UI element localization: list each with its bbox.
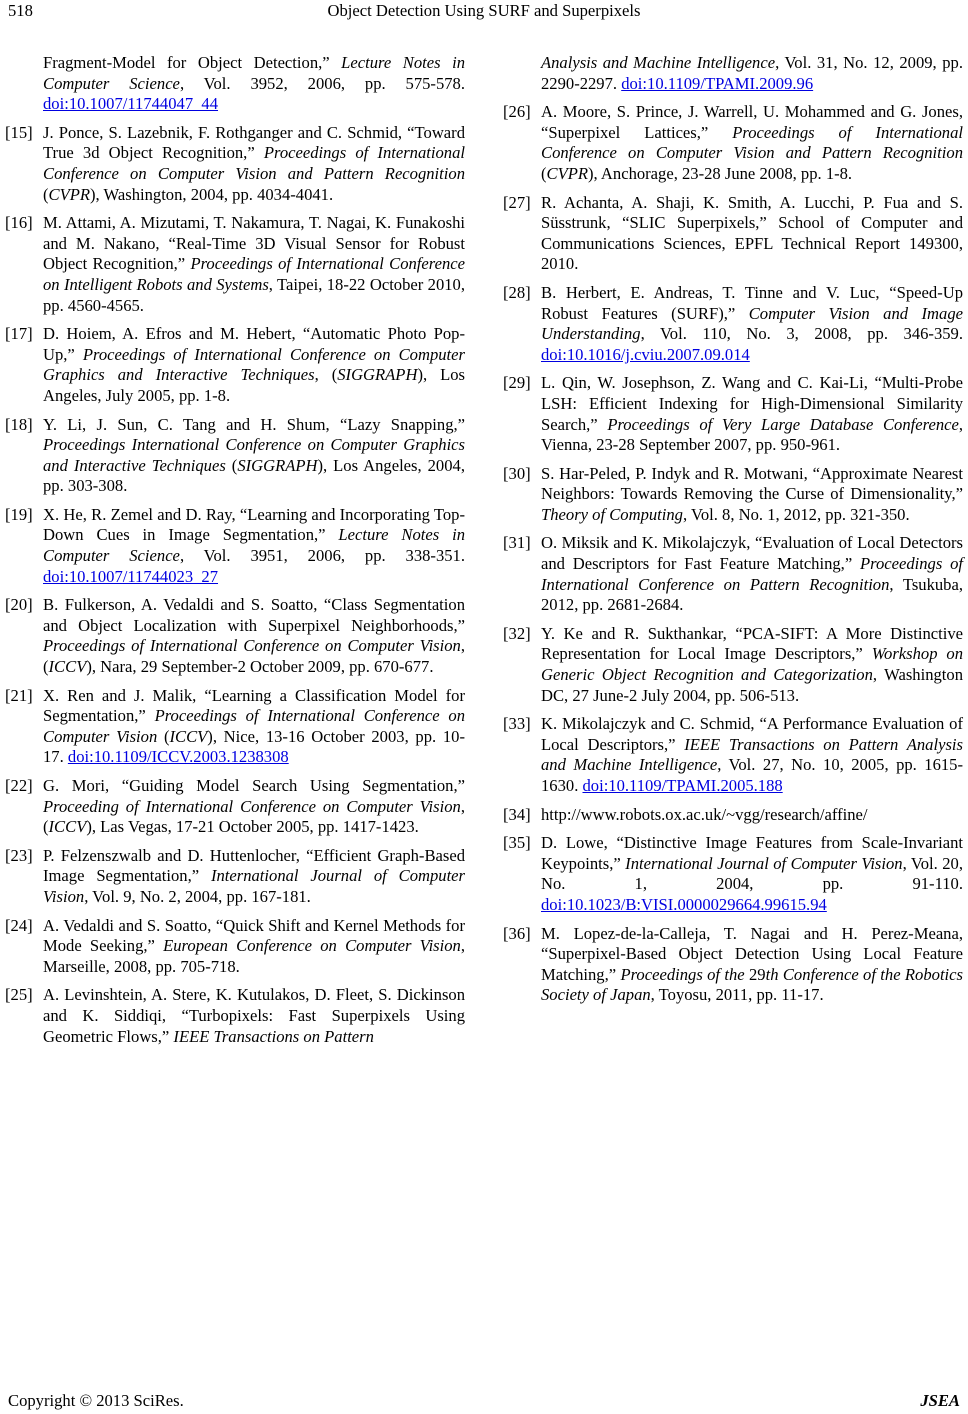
italic-text: Proceedings of International Conference on Pattern Recognition	[541, 554, 963, 594]
reference-text	[541, 53, 963, 94]
doi-link[interactable]: doi:10.1109/TPAMI.2005.188	[582, 776, 783, 795]
doi-link[interactable]: doi:10.1109/ICCV.2003.1238308	[67, 747, 289, 767]
reference-text	[541, 193, 963, 275]
doi-link[interactable]: doi:10.1023/B:VISI.0000029664.99615.94	[541, 894, 827, 914]
journal-abbrev: JSEA	[920, 1391, 960, 1410]
plain-text: , Vol. 3952, 2006, pp. 575-578.	[179, 73, 465, 93]
plain-text: , Toyosu, 2011, pp. 11-17.	[650, 985, 824, 1005]
plain-text: K. Mikolajczyk and C. Schmid, “A Performance Evaluation of Local Descriptors,”	[541, 714, 963, 754]
plain-text: , Vienna, 23-28 September 2007, pp. 950-961.	[541, 414, 964, 455]
reference-entry	[5, 686, 465, 768]
reference-entry	[503, 53, 963, 94]
reference-text	[43, 53, 465, 115]
plain-text: X. Ren and J. Malik, “Learning a Classification Model for Segmentation,”	[43, 685, 465, 726]
reference-label: [19]	[5, 504, 33, 524]
plain-text: (	[43, 184, 49, 204]
italic-text: International Journal of Computer Vision	[43, 866, 466, 906]
italic-text: IEEE Transactions on Pattern Analysis and Machine Intelligence	[541, 734, 963, 775]
reference-text	[43, 324, 465, 406]
plain-text: A. Moore, S. Prince, J. Warrell, U. Mohammed and G. Jones, “Superpixel Lattices,”	[541, 102, 963, 142]
italic-text: Proceedings of International Conference on Computer Vision	[43, 706, 465, 746]
plain-text: ), Nice, 13-16 October 2003, pp. 10-17.	[43, 726, 465, 767]
reference-entry	[5, 505, 465, 587]
plain-text: Fragment-Model for Object Detection,”	[43, 53, 342, 72]
plain-text: , Washington DC, 27 June-2 July 2004, pp. 506-513.	[541, 665, 963, 705]
plain-text: X. He, R. Zemel and D. Ray, “Learning and Incorporating Top-Down Cues in Image Segmentation,”	[43, 504, 465, 545]
reference-text	[541, 924, 963, 1006]
plain-text: , (	[43, 796, 465, 837]
plain-text: Y. Li, J. Sun, C. Tang and H. Shum, “Lazy Snapping,”	[43, 414, 465, 434]
running-title: Object Detection Using SURF and Superpixels	[327, 1, 641, 20]
reference-entry	[503, 624, 963, 706]
reference-label: [32]	[503, 623, 531, 643]
doi-link[interactable]: doi:10.1016/j.cviu.2007.09.014	[541, 344, 750, 364]
reference-entry	[503, 833, 963, 915]
copyright-text: Copyright © 2013 SciRes.	[8, 1391, 184, 1410]
reference-label: [23]	[5, 845, 33, 865]
plain-text: J. Ponce, S. Lazebnik, F. Rothganger and C. Schmid, “Toward True 3d Object Recognition,”	[43, 122, 465, 163]
reference-text	[43, 505, 465, 587]
reference-label: [27]	[503, 192, 531, 212]
italic-text: Proceedings of the	[620, 964, 749, 984]
reference-label: [30]	[503, 463, 531, 483]
plain-text: , Vol. 8, No. 1, 2012, pp. 321-350.	[682, 504, 910, 524]
reference-entry	[503, 283, 963, 365]
plain-text: A. Vedaldi and S. Soatto, “Quick Shift and Kernel Methods for Mode Seeking,”	[43, 915, 465, 956]
reference-text	[541, 714, 963, 796]
italic-text: SIGGRAPH	[237, 455, 318, 475]
plain-text: M. Attami, A. Mizutami, T. Nakamura, T. Nagai, K. Funakoshi and M. Nakano, “Real-Time 3D Visual Sensor for Robust Object Recognition,”	[43, 213, 465, 274]
page-number: 518	[8, 1, 33, 20]
reference-label: [15]	[5, 122, 33, 142]
reference-label: [29]	[503, 373, 531, 393]
reference-text	[541, 624, 963, 706]
plain-text: ), Nara, 29 September-2 October 2009, pp. 670-677.	[86, 657, 434, 677]
reference-text	[541, 102, 963, 184]
reference-label: [28]	[503, 282, 531, 302]
reference-label	[5, 53, 43, 115]
plain-text: D. Lowe, “Distinctive Image Features from Scale-Invariant Keypoints,”	[541, 833, 963, 873]
reference-entry	[503, 533, 963, 615]
plain-text: , Vol. 20, No. 1, 2004, pp. 91-110.	[541, 853, 963, 894]
reference-text	[43, 415, 465, 497]
italic-text: Lecture Notes in Computer Science	[43, 525, 465, 566]
reference-entry	[5, 213, 465, 316]
italic-text: Proceedings of International Conference on Computer Graphics and Interactive Techniques	[43, 344, 465, 385]
reference-text	[541, 464, 963, 526]
italic-text: IEEE Transactions on Pattern	[173, 1026, 374, 1046]
references-column-right	[503, 53, 963, 1055]
reference-label	[503, 53, 541, 94]
plain-text: 29	[749, 964, 766, 984]
references-section	[5, 53, 963, 1055]
references-column-left	[5, 53, 465, 1055]
italic-text: Analysis and Machine Intelligence	[541, 53, 776, 72]
plain-text: ), Los Angeles, 2004, pp. 303-308.	[43, 455, 465, 496]
plain-text: ), Washington, 2004, pp. 4034-4041.	[90, 184, 334, 204]
italic-text: Proceedings of International Conference on Intelligent Robots and Systems	[43, 254, 466, 294]
reference-label: [20]	[5, 595, 33, 615]
reference-label: [25]	[5, 985, 33, 1005]
reference-label: [18]	[5, 414, 33, 434]
plain-text: , Vol. 9, No. 2, 2004, pp. 167-181.	[84, 886, 311, 906]
plain-text: (	[157, 726, 170, 746]
italic-text: Proceedings of International Conference on Computer Vision	[43, 636, 461, 656]
reference-entry	[5, 846, 465, 908]
reference-text	[541, 373, 963, 455]
reference-entry	[5, 324, 465, 406]
plain-text: , Vol. 110, No. 3, 2008, pp. 346-359.	[640, 324, 963, 344]
plain-text: P. Felzenszwalb and D. Huttenlocher, “Efficient Graph-Based Image Segmentation,”	[43, 845, 465, 886]
reference-label: [17]	[5, 324, 33, 344]
plain-text: R. Achanta, A. Shaji, K. Smith, A. Lucchi, P. Fua and S. Süsstrunk, “SLIC Superpixels,” School of Computer and Communications Sciences, EPFL Technical Report 149300, 2010.	[541, 192, 963, 274]
plain-text: ), Los Angeles, July 2005, pp. 1-8.	[43, 365, 465, 405]
reference-label: [34]	[503, 804, 531, 824]
italic-text: Proceedings of International Conference on Computer Vision and Pattern Recognition	[541, 122, 964, 163]
reference-text	[541, 283, 963, 365]
plain-text: G. Mori, “Guiding Model Search Using Segmentation,”	[43, 776, 465, 795]
reference-text	[43, 846, 465, 908]
italic-text: Lecture Notes in Computer Science	[43, 53, 466, 93]
reference-entry	[503, 464, 963, 526]
reference-text	[541, 833, 963, 915]
plain-text: , Marseille, 2008, pp. 705-718.	[43, 936, 465, 976]
reference-entry	[5, 53, 465, 115]
italic-text: CVPR	[48, 184, 91, 204]
italic-text: Theory of Computing	[541, 504, 683, 524]
reference-entry	[503, 714, 963, 796]
plain-text: A. Levinshtein, A. Stere, K. Kutulakos, D. Fleet, S. Dickinson and K. Siddiqi, “Turbopixels: Fast Superpixels Using Geometric Flows,”	[43, 985, 465, 1046]
plain-text: , Vol. 27, No. 10, 2005, pp. 1615-1630.	[541, 755, 963, 795]
plain-text: B. Fulkerson, A. Vedaldi and S. Soatto, “Class Segmentation and Object Localization with Superpixel Neighborhoods,”	[43, 595, 465, 635]
italic-text: International Journal of Computer Vision	[625, 853, 903, 873]
reference-label: [35]	[503, 833, 531, 853]
page-header	[8, 0, 960, 24]
plain-text: S. Har-Peled, P. Indyk and R. Motwani, “Approximate Nearest Neighbors: Towards Removing the Curse of Dimensionality,”	[541, 463, 963, 504]
reference-entry	[503, 102, 963, 184]
reference-text	[43, 213, 465, 316]
reference-label: [33]	[503, 714, 531, 734]
italic-text: Proceedings of International Conference on Computer Vision and Pattern Recognition	[43, 143, 465, 183]
plain-text: D. Hoiem, A. Efros and M. Hebert, “Automatic Photo Pop-Up,”	[43, 324, 465, 364]
italic-text: Proceedings of Very Large Database Conference	[607, 414, 959, 434]
reference-entry	[503, 373, 963, 455]
reference-text	[43, 123, 465, 205]
reference-label: [31]	[503, 533, 531, 553]
reference-label: [26]	[503, 102, 531, 122]
reference-entry	[503, 805, 963, 826]
doi-link[interactable]: doi:10.1007/11744023_27	[43, 566, 219, 586]
reference-text	[43, 595, 465, 677]
reference-entry	[5, 123, 465, 205]
plain-text: Y. Ke and R. Sukthankar, “PCA-SIFT: A More Distinctive Representation for Local Image Descriptors,”	[541, 623, 963, 664]
plain-text: ), Las Vegas, 17-21 October 2005, pp. 1417-1423.	[86, 817, 419, 837]
plain-text: , Vol. 31, No. 12, 2009, pp. 2290-2297.	[541, 53, 963, 93]
reference-text	[541, 805, 963, 826]
reference-text	[43, 916, 465, 978]
plain-text: , (	[43, 636, 465, 677]
doi-link[interactable]: doi:10.1109/TPAMI.2009.96	[621, 73, 814, 93]
plain-text: (	[541, 163, 547, 183]
reference-entry	[5, 776, 465, 838]
italic-text: CVPR	[546, 163, 589, 183]
reference-label: [16]	[5, 213, 33, 233]
plain-text: , (	[314, 365, 338, 385]
italic-text: Workshop on Generic Object Recognition and Categorization	[541, 644, 963, 685]
italic-text: European Conference on Computer Vision	[163, 936, 461, 956]
reference-entry	[5, 415, 465, 497]
reference-label: [24]	[5, 915, 33, 935]
reference-text	[541, 533, 963, 615]
italic-text: Proceedings International Conference on Computer Graphics and Interactive Techniques	[43, 435, 465, 475]
reference-text	[43, 985, 465, 1047]
reference-label: [22]	[5, 776, 33, 795]
reference-entry	[503, 924, 963, 1006]
reference-entry	[5, 595, 465, 677]
plain-text: B. Herbert, E. Andreas, T. Tinne and V. Luc, “Speed-Up Robust Features (SURF),”	[541, 282, 963, 323]
reference-label: [21]	[5, 685, 33, 705]
plain-text: , Taipei, 18-22 October 2010, pp. 4560-4565.	[43, 274, 465, 315]
page-footer	[8, 1391, 960, 1413]
italic-text: ICCV	[169, 726, 208, 746]
plain-text: , Tsukuba, 2012, pp. 2681-2684.	[541, 574, 963, 615]
reference-entry	[5, 985, 465, 1047]
plain-text: http://www.robots.ox.ac.uk/~vgg/research/affine/	[541, 804, 868, 824]
reference-entry	[503, 193, 963, 275]
doi-link[interactable]: doi:10.1007/11744047_44	[43, 94, 219, 114]
plain-text: , Vol. 3951, 2006, pp. 338-351.	[179, 546, 465, 566]
plain-text: M. Lopez-de-la-Calleja, T. Nagai and H. Perez-Meana, “Superpixel-Based Object Detection Using Local Feature Matching,”	[541, 923, 963, 984]
italic-text: Computer Vision and Image Understanding	[541, 303, 963, 344]
italic-text: th Conference of the Robotics Society of Japan	[541, 964, 963, 1005]
reference-label: [36]	[503, 923, 531, 943]
reference-text	[43, 776, 465, 838]
plain-text: (	[225, 455, 238, 475]
plain-text: L. Qin, W. Josephson, Z. Wang and C. Kai-Li, “Multi-Probe LSH: Efficient Indexing for High-Dimensional Similarity Search,”	[541, 373, 963, 434]
plain-text: ), Anchorage, 23-28 June 2008, pp. 1-8.	[588, 163, 853, 183]
italic-text: ICCV	[48, 817, 87, 837]
italic-text: Proceeding of International Conference on Computer Vision	[43, 796, 461, 816]
reference-text	[43, 686, 465, 768]
reference-entry	[5, 916, 465, 978]
italic-text: ICCV	[48, 657, 87, 677]
plain-text: O. Miksik and K. Mikolajczyk, “Evaluation of Local Detectors and Descriptors for Fast Feature Matching,”	[541, 533, 963, 574]
italic-text: SIGGRAPH	[337, 365, 418, 385]
